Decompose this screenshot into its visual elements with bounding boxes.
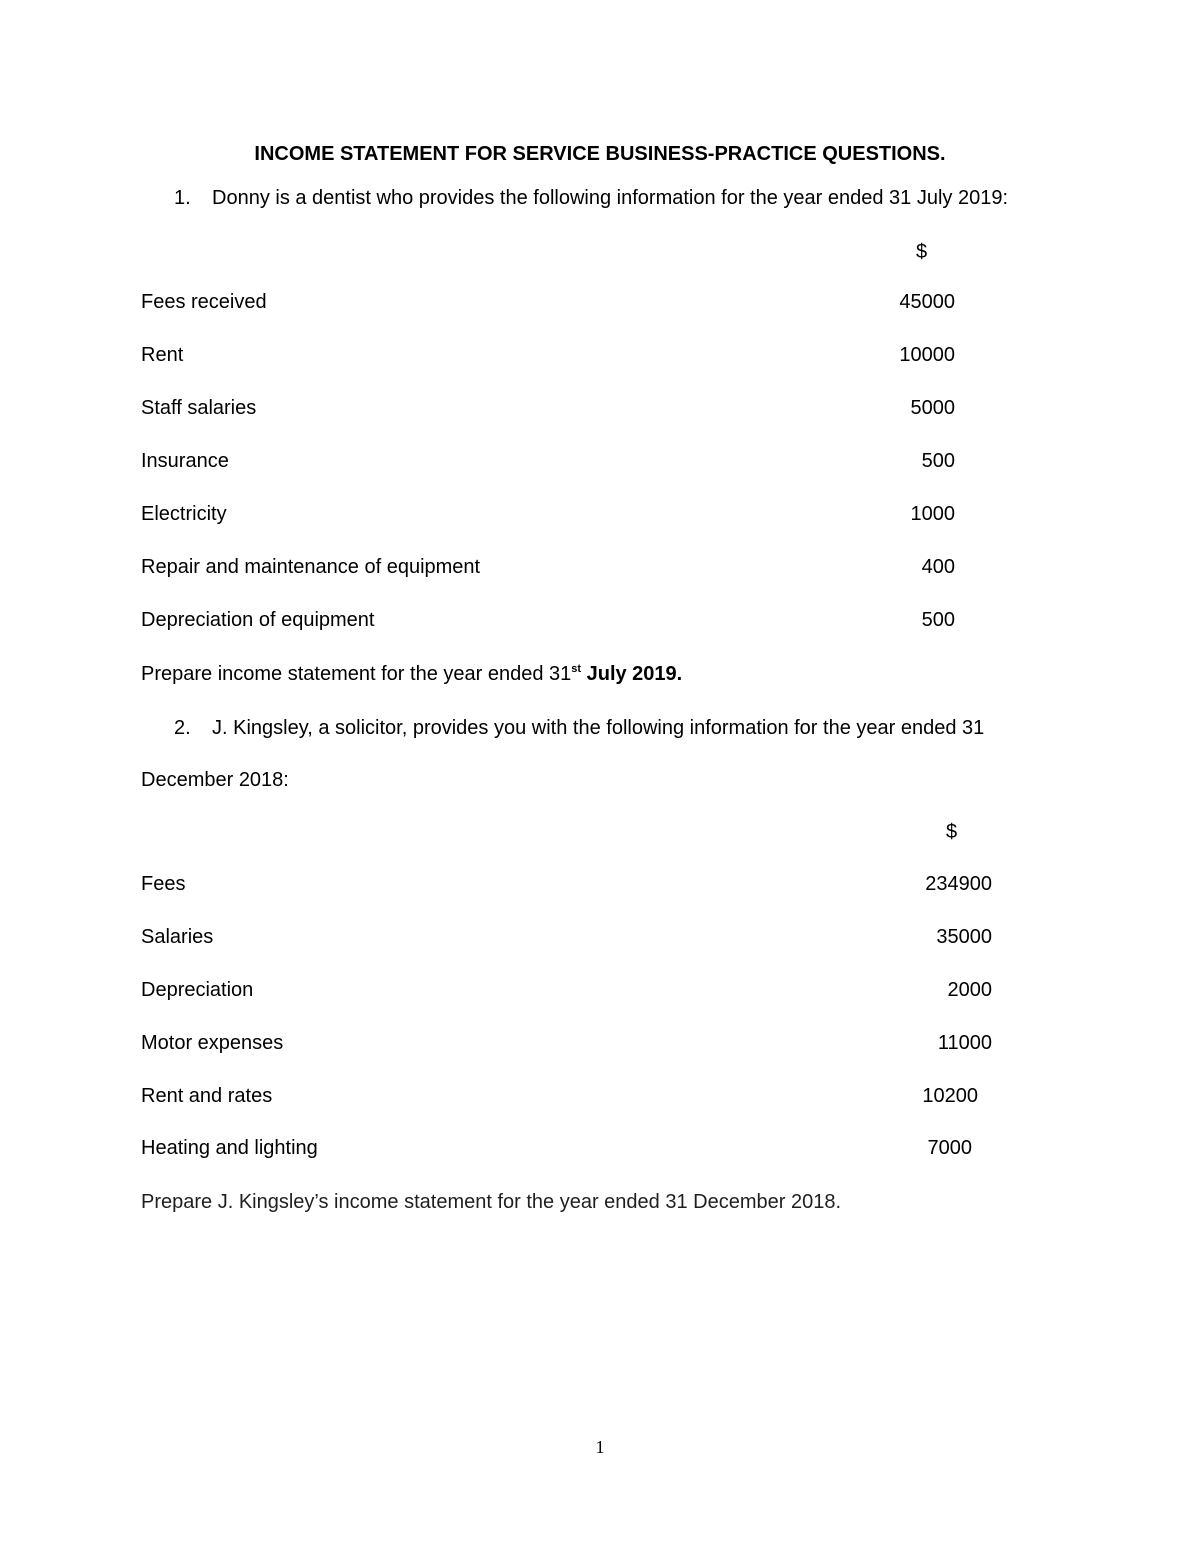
item-label: Staff salaries xyxy=(141,397,257,419)
item-label: Heating and lighting xyxy=(141,1137,318,1159)
item-value: 2000 xyxy=(947,979,992,1001)
question-1-text: Donny is a dentist who provides the following information for the year ended 31 July 2019: xyxy=(212,187,1009,209)
question-1-currency-header: $ xyxy=(916,241,928,263)
question-2-number: 2. xyxy=(174,717,191,739)
item-label: Rent and rates xyxy=(141,1085,273,1107)
item-value: 11000 xyxy=(937,1032,992,1054)
question-2-instruction: Prepare J. Kingsley’s income statement for the year ended 31 December 2018. xyxy=(141,1191,842,1213)
item-label: Rent xyxy=(141,344,184,366)
item-label: Electricity xyxy=(141,503,227,525)
item-value: 500 xyxy=(921,609,955,631)
item-label: Depreciation of equipment xyxy=(141,609,375,631)
question-1-instruction xyxy=(141,662,682,689)
question-2-text-continued: December 2018: xyxy=(141,769,289,791)
item-value: 1000 xyxy=(910,503,955,525)
item-label: Depreciation xyxy=(141,979,254,1001)
item-value: 7000 xyxy=(927,1137,972,1159)
question-2-currency-header: $ xyxy=(946,821,958,843)
item-label: Salaries xyxy=(141,926,214,948)
item-value: 234900 xyxy=(925,873,992,895)
item-label: Fees received xyxy=(141,291,267,313)
item-label: Fees xyxy=(141,873,186,895)
question-1-number: 1. xyxy=(174,187,191,209)
page-number: 1 xyxy=(595,1437,605,1457)
item-value: 35000 xyxy=(936,926,992,948)
instruction-text: Prepare income statement for the year ended 31 xyxy=(141,663,572,685)
item-label: Repair and maintenance of equipment xyxy=(141,556,481,578)
question-2-text: J. Kingsley, a solicitor, provides you with the following information for the year ended 31 xyxy=(212,717,985,739)
item-value: 10200 xyxy=(922,1085,978,1107)
item-label: Insurance xyxy=(141,450,229,472)
instruction-text-end: July 2019. xyxy=(581,663,683,685)
item-value: 45000 xyxy=(899,291,955,313)
page-title: INCOME STATEMENT FOR SERVICE BUSINESS-PRACTICE QUESTIONS. xyxy=(254,143,946,165)
item-value: 400 xyxy=(921,556,955,578)
item-value: 10000 xyxy=(899,344,955,366)
item-value: 500 xyxy=(921,450,955,472)
item-label: Motor expenses xyxy=(141,1032,284,1054)
item-value: 5000 xyxy=(910,397,955,419)
ordinal-suffix: st xyxy=(571,663,582,675)
